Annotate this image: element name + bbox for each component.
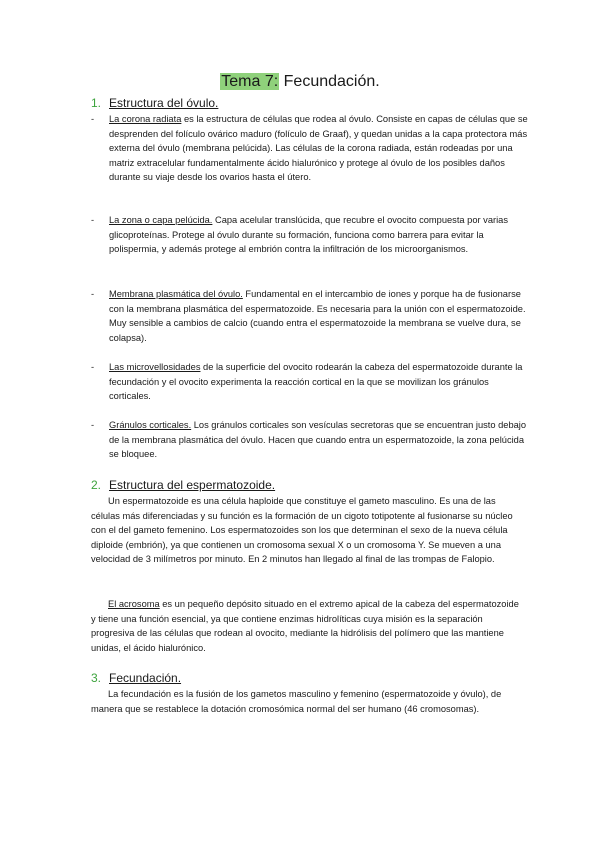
list-item	[91, 112, 531, 185]
bullet-text: Los gránulos corticales son vesículas secretoras que se encuentran justo debajo de la membrana plasmática del óvulo. Hacen que cuando entra un espermatozoide, la zona pelúcida se bloquee.	[109, 420, 527, 460]
list-item	[91, 418, 531, 462]
paragraph-text: Un espermatozoide es una célula haploide que constituye el gameto masculino. Es una de las células más diferenciadas y su función es la formación de un cigoto totipotente al fusionarse su núcleo con el del gameto femenino. Los espermatozoides son los que determinan el sexo de la nueva célula diploide (embrión), ya que contienen un cromosoma sexual X o un cromosoma Y. Se mueven a una velocidad de 3 milímetros por minuto. En 2 minutos han llegado al final de las trompas de Falopio.	[91, 496, 513, 565]
section-heading-espermatozoide	[91, 478, 275, 493]
section-heading-label: Estructura del óvulo.	[109, 96, 219, 110]
list-item	[91, 287, 531, 345]
bullet-term: Membrana plasmática del óvulo.	[109, 289, 243, 299]
paragraph	[91, 597, 523, 655]
bullet-term: Las microvellosidades	[109, 362, 201, 372]
bullet-term: Gránulos corticales.	[109, 420, 192, 430]
bullet-dash: -	[91, 289, 95, 299]
paragraph	[91, 687, 523, 716]
page-title	[0, 72, 600, 92]
bullet-term: La zona o capa pelúcida.	[109, 215, 213, 225]
section-heading-label: Fecundación.	[109, 671, 182, 685]
bullet-text: Fundamental en el intercambio de iones y porque ha de fusionarse con la membrana plasmática del espermatozoide. Es necesaria para la unión con el espermatozoide. Muy sensible a cambios de calcio (cuando entra el espermatozoide la membrana se vuelve dura, se colapsa).	[109, 289, 526, 343]
list-item	[91, 360, 531, 404]
section-number: 3.	[91, 671, 102, 685]
section-heading-ovulo	[91, 96, 218, 111]
bullet-text: de la superficie del ovocito rodearán la cabeza del espermatozoide durante la fecundación y el ovocito experimenta la reacción cortical en la que se movilizan los gránulos corticales.	[109, 362, 523, 402]
paragraph	[91, 494, 523, 567]
section-heading-label: Estructura del espermatozoide.	[109, 478, 276, 492]
paragraph-text: La fecundación es la fusión de los gametos masculino y femenino (espermatozoide y óvulo), de manera que se restablece la dotación cromosómica normal del ser humano (46 cromosomas).	[91, 689, 502, 714]
bullet-dash: -	[91, 420, 95, 430]
paragraph-term: El acrosoma	[108, 599, 160, 609]
section-number: 2.	[91, 478, 102, 492]
paragraph-text: es un pequeño depósito situado en el extremo apical de la cabeza del espermatozoide y tiene una función esencial, ya que contiene enzimas hidrolíticas cuya misión es la separación progresiva de las células que rodean al ovocito, mediante la hidrólisis del polímero que las mantiene unidas, el ácido hialurónico.	[91, 599, 519, 653]
bullet-dash: -	[91, 215, 95, 225]
bullet-term: La corona radiata	[109, 114, 182, 124]
bullet-text: Capa acelular translúcida, que recubre el ovocito compuesta por varias glicoproteínas. Protege al óvulo durante su formación, funciona como barrera para evitar la polispermia, y además protege al embrión contra la infiltración de los microorganismos.	[109, 215, 508, 255]
section-number: 1.	[91, 96, 102, 110]
list-item	[91, 213, 531, 257]
bullet-dash: -	[91, 362, 95, 372]
title-highlight: Tema 7:	[221, 73, 279, 90]
bullet-text: es la estructura de células que rodea al óvulo. Consiste en capas de células que se desprenden del folículo ovárico maduro (folículo de Graaf), y quedan unidas a la capa protectora más externa del óvulo (membrana pelúcida). Las células de la corona radiada, están rodeadas por una matriz extracelular fundamentalmente ácido hialurónico y protege al óvulo de los posibles daños durante su viaje desde los ovarios hasta el útero.	[109, 114, 528, 183]
title-rest: Fecundación.	[279, 73, 380, 90]
section-heading-fecundacion	[91, 671, 181, 686]
bullet-dash: -	[91, 114, 95, 124]
